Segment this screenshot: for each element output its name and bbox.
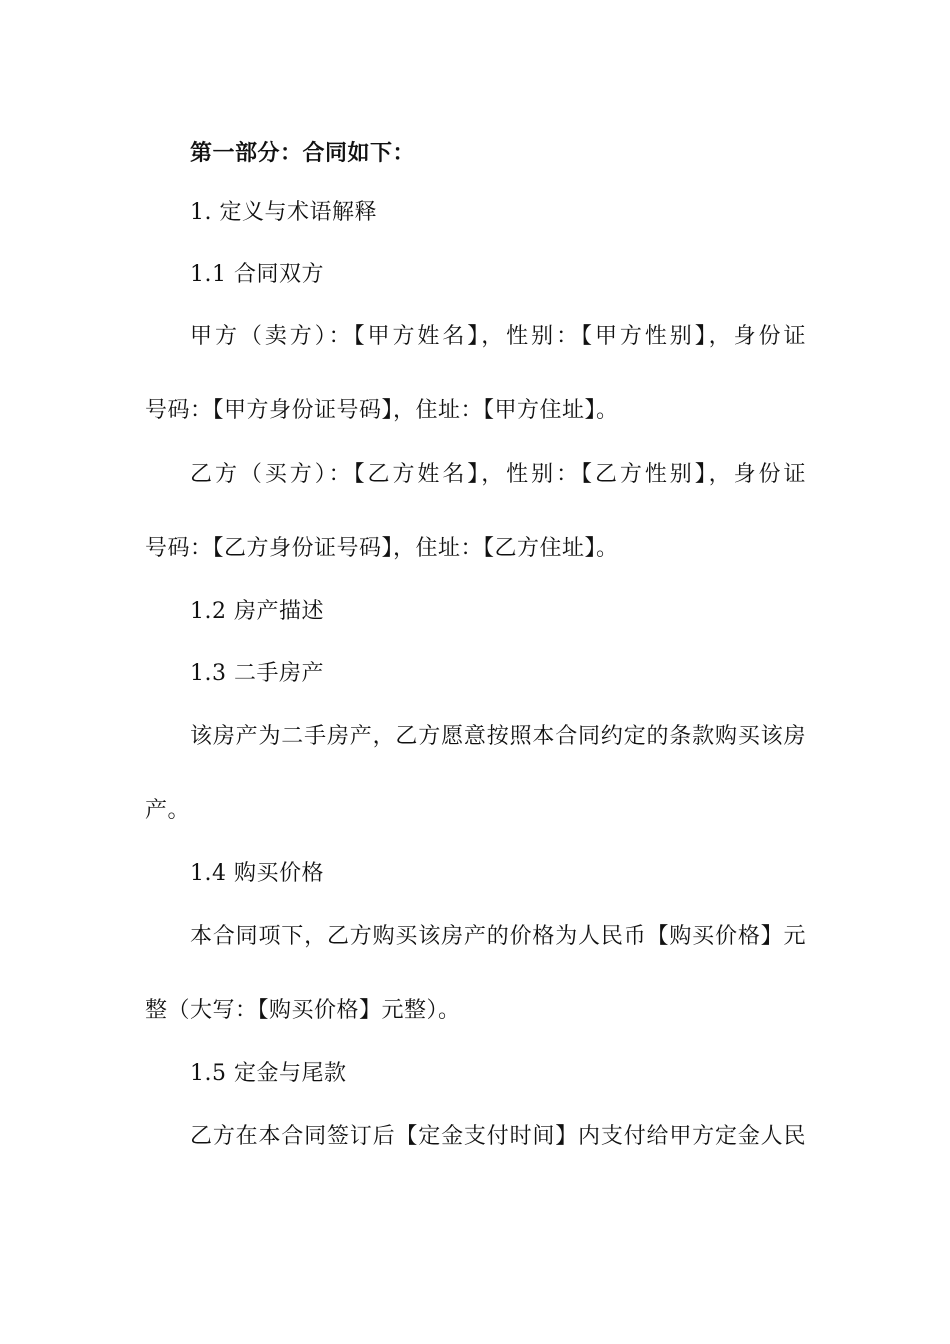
clause-1-1-title: 1.1 合同双方 [190, 262, 324, 287]
clause-1-4-line-1: 本合同项下，乙方购买该房产的价格为人民币【购买价格】元 [190, 924, 806, 949]
clause-1-4-line-2: 整（大写：【购买价格】元整）。 [145, 998, 461, 1023]
section-heading: 第一部分：合同如下： [190, 140, 416, 166]
clause-1-4-title: 1.4 购买价格 [190, 861, 324, 886]
clause-1-5-line-1: 乙方在本合同签订后【定金支付时间】内支付给甲方定金人民 [190, 1124, 806, 1149]
party-a-line-2: 号码：【甲方身份证号码】，住址：【甲方住址】。 [145, 398, 619, 423]
party-b-line-1: 乙方（买方）：【乙方姓名】，性别：【乙方性别】，身份证 [190, 462, 806, 487]
party-a-line-1: 甲方（卖方）：【甲方姓名】，性别：【甲方性别】，身份证 [190, 324, 806, 349]
clause-1-3-line-2: 产。 [145, 798, 191, 823]
clause-1-title: 1. 定义与术语解释 [190, 200, 377, 225]
clause-1-5-title: 1.5 定金与尾款 [190, 1061, 347, 1086]
clause-1-3-line-1: 该房产为二手房产，乙方愿意按照本合同约定的条款购买该房 [190, 724, 806, 749]
clause-1-2-title: 1.2 房产描述 [190, 599, 324, 624]
party-b-line-2: 号码：【乙方身份证号码】，住址：【乙方住址】。 [145, 536, 619, 561]
clause-1-3-title: 1.3 二手房产 [190, 661, 324, 686]
